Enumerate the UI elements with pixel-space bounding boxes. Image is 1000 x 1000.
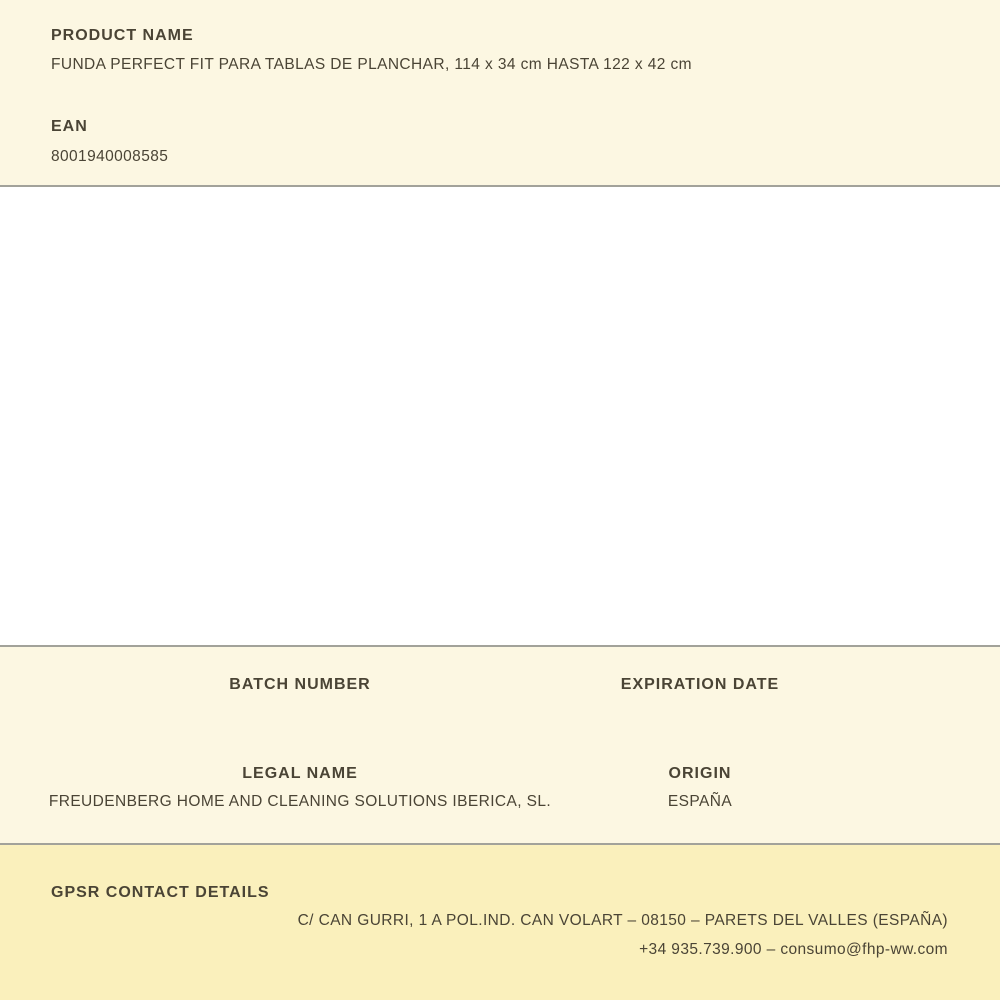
- origin-label: ORIGIN: [668, 765, 732, 782]
- batch-expiration-row: [0, 675, 1000, 694]
- batch-number-label: BATCH NUMBER: [229, 676, 371, 693]
- gpsr-contact-label: GPSR CONTACT DETAILS: [51, 884, 270, 901]
- legal-name-value: FREUDENBERG HOME AND CLEANING SOLUTIONS IBERICA, SL.: [48, 793, 552, 810]
- product-name-label: PRODUCT NAME: [51, 27, 194, 44]
- expiration-date-label: EXPIRATION DATE: [620, 676, 780, 693]
- traceability-section: [0, 647, 1000, 843]
- product-section: [0, 0, 1000, 185]
- gpsr-phone-email: +34 935.739.900 – consumo@fhp-ww.com: [639, 941, 948, 958]
- gpsr-section: [0, 845, 1000, 1000]
- ean-field: [51, 117, 949, 166]
- origin-value: ESPAÑA: [667, 793, 733, 810]
- ean-value: 8001940008585: [51, 148, 169, 165]
- legal-name-cell: [0, 764, 600, 811]
- origin-cell: [600, 764, 800, 811]
- product-name-value: FUNDA PERFECT FIT PARA TABLAS DE PLANCHAR, 114 x 34 cm HASTA 122 x 42 cm: [51, 56, 692, 73]
- gpsr-address: C/ CAN GURRI, 1 A POL.IND. CAN VOLART – 08150 – PARETS DEL VALLES (ESPAÑA): [297, 912, 948, 929]
- product-name-field: [51, 26, 949, 74]
- batch-number-cell: [0, 675, 600, 694]
- legal-origin-row: [0, 764, 1000, 811]
- ean-label: EAN: [51, 118, 88, 135]
- expiration-date-cell: [600, 675, 800, 694]
- legal-name-label: LEGAL NAME: [242, 765, 358, 782]
- empty-content-area: [0, 187, 1000, 645]
